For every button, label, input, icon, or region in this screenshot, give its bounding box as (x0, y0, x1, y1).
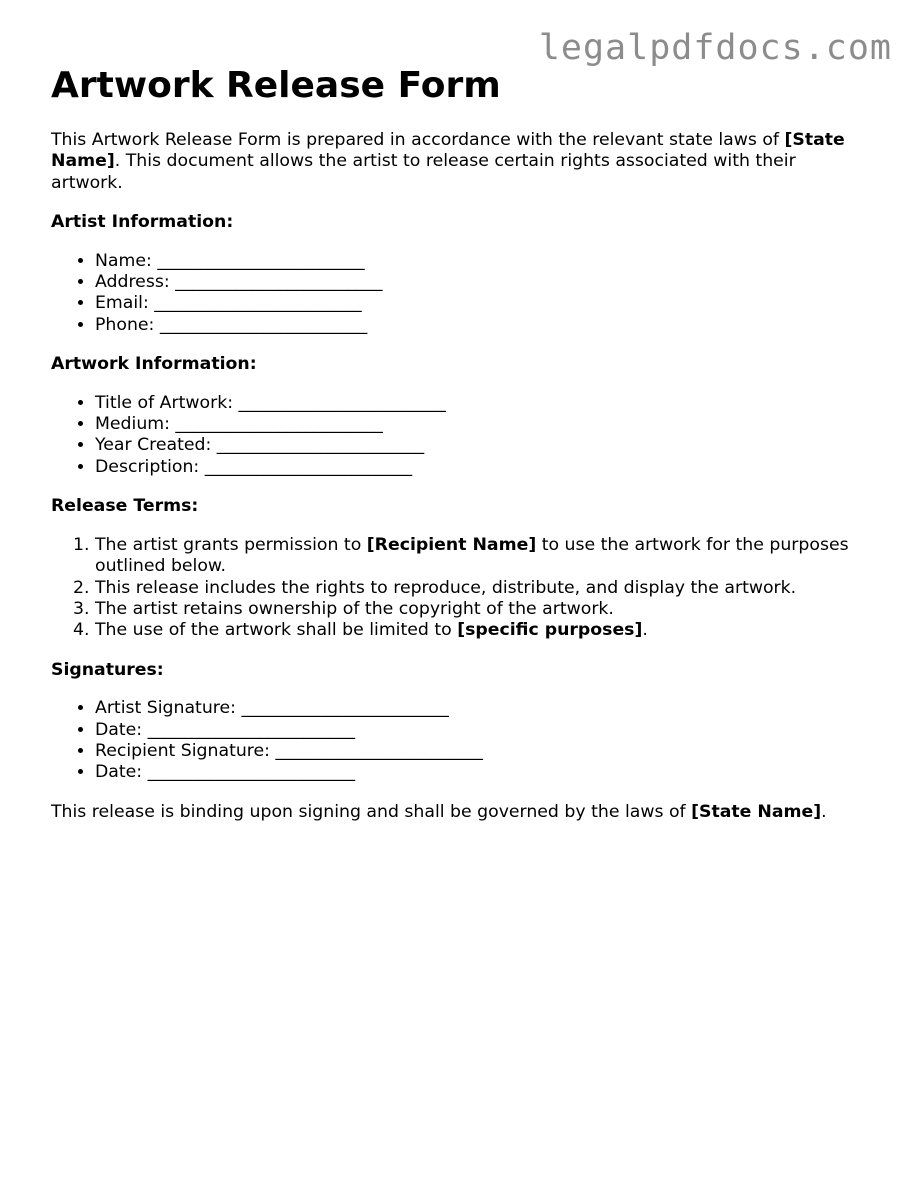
term-text-after: . (642, 620, 648, 641)
artist-email-field (95, 293, 871, 314)
release-term-item (95, 620, 871, 641)
signatures-heading: Signatures: (51, 659, 164, 680)
blank-line: ________________________ (175, 414, 383, 435)
blank-line: ________________________ (159, 314, 368, 335)
field-label: Phone: (95, 314, 160, 335)
intro-text-before: This Artwork Release Form is prepared in accordance with the relevant state laws of (51, 130, 785, 150)
artwork-medium-field (95, 414, 871, 435)
release-terms-list (51, 535, 871, 642)
field-label: Title of Artwork: (95, 392, 239, 413)
recipient-name-placeholder: [Recipient Name] (366, 534, 537, 555)
watermark: legalpdfdocs.com (538, 28, 892, 68)
artist-date-field (95, 720, 871, 741)
artwork-title-field (95, 393, 871, 414)
field-label: Date: (95, 719, 148, 740)
artwork-year-field (95, 435, 871, 456)
recipient-date-field (95, 762, 871, 783)
blank-line: ________________________ (147, 762, 355, 783)
blank-line: ________________________ (157, 250, 365, 271)
field-label: Artist Signature: (95, 698, 242, 719)
intro-text-after: . This document allows the artist to release certain rights associated with their artwork. (51, 151, 796, 193)
field-label: Medium: (95, 414, 176, 435)
recipient-signature-field (95, 741, 871, 762)
blank-line: ________________________ (241, 698, 449, 719)
field-label: Description: (95, 456, 205, 477)
release-term-item (95, 535, 871, 578)
blank-line: ________________________ (204, 456, 413, 477)
release-terms-heading: Release Terms: (51, 496, 199, 517)
term-text-before: The use of the artwork shall be limited to (95, 620, 458, 641)
state-name-placeholder: [State Name] (691, 801, 822, 822)
field-label: Date: (95, 762, 148, 783)
artist-name-field (95, 251, 871, 272)
artist-address-field (95, 272, 871, 293)
artwork-info-list (51, 393, 871, 479)
term-text: This release includes the rights to reproduce, distribute, and display the artwork. (95, 577, 797, 598)
release-term-item (95, 578, 871, 599)
artwork-info-heading: Artwork Information: (51, 354, 257, 375)
blank-line: ________________________ (275, 740, 483, 761)
closing-paragraph (51, 802, 871, 823)
closing-text-before: This release is binding upon signing and shall be governed by the laws of (51, 801, 692, 822)
artist-phone-field (95, 315, 871, 336)
artwork-description-field (95, 457, 871, 478)
field-label: Year Created: (95, 435, 217, 456)
artist-signature-field (95, 698, 871, 719)
term-text-after: to use the artwork for the purposes outlined below. (95, 534, 849, 577)
signatures-list (51, 698, 871, 784)
page-title: Artwork Release Form (51, 65, 501, 106)
field-label: Recipient Signature: (95, 740, 276, 761)
closing-text-after: . (821, 801, 827, 822)
artist-info-heading: Artist Information: (51, 212, 234, 233)
release-term-item (95, 599, 871, 620)
blank-line: ________________________ (216, 435, 425, 456)
intro-paragraph (51, 130, 871, 194)
state-name-placeholder: [State Name] (51, 130, 845, 172)
blank-line: ________________________ (147, 719, 355, 740)
blank-line: ________________________ (175, 272, 383, 293)
artist-info-list (51, 251, 871, 337)
blank-line: ________________________ (154, 293, 362, 314)
document-page (51, 62, 871, 823)
field-label: Email: (95, 293, 155, 314)
term-text-before: The artist grants permission to (95, 534, 367, 555)
term-text: The artist retains ownership of the copyright of the artwork. (95, 598, 614, 619)
specific-purposes-placeholder: [specific purposes] (457, 620, 643, 641)
blank-line: ________________________ (238, 392, 446, 413)
field-label: Name: (95, 250, 158, 271)
field-label: Address: (95, 272, 176, 293)
